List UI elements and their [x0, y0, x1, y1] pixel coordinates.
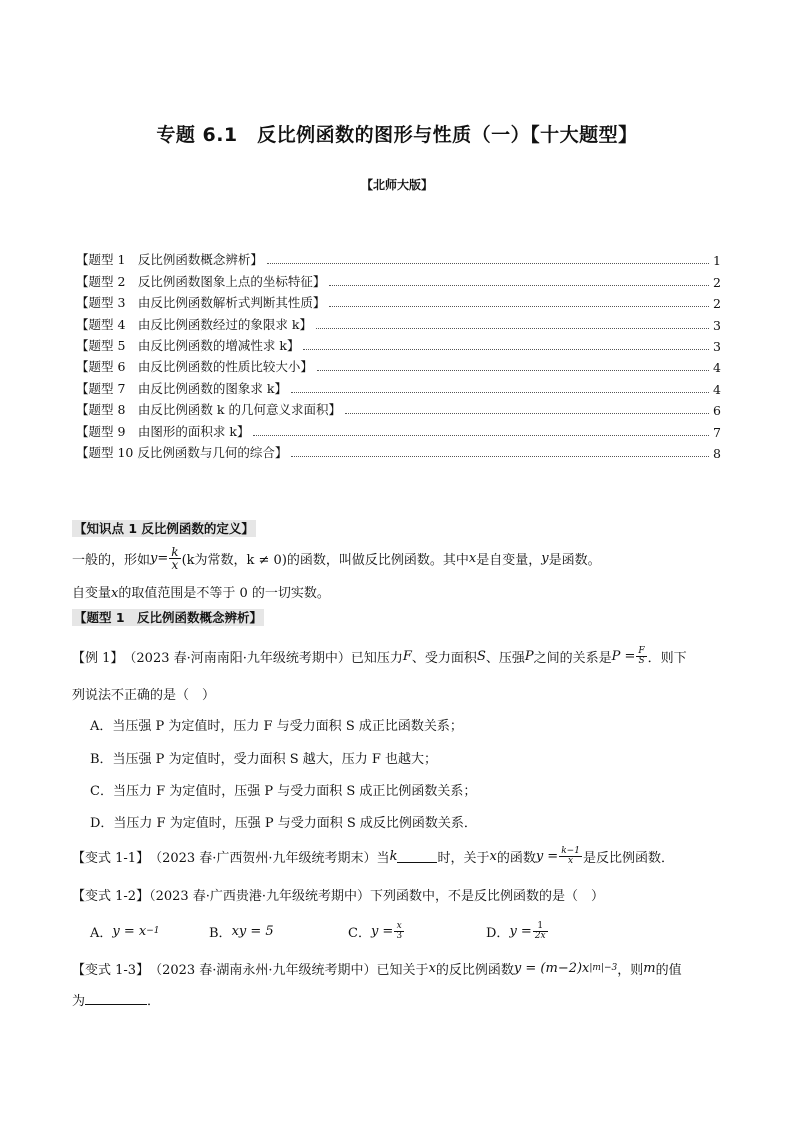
option-d-fraction: $\frac{1}{2x}$: [534, 920, 546, 941]
example1-option-a[interactable]: A．当压强 P 为定值时，压力 F 与受力面积 S 成正比函数关系；: [90, 719, 463, 734]
table-of-contents: [76, 247, 721, 461]
toc-entry[interactable]: 【题型 1 反比例函数概念辨析】 1: [76, 252, 721, 269]
variant12-line: 【变式 1-2】（2023 春·广西贵港·九年级统考期中）下列函数中，不是反比例函数的是（ ）: [72, 889, 605, 904]
variant12-option-c[interactable]: C． y = $\frac{x}{3}$: [348, 920, 403, 941]
toc-entry[interactable]: 【题型 2 反比例函数图象上点的坐标特征】 2: [76, 273, 721, 290]
toc-entry[interactable]: 【题型 3 由反比例函数解析式判断其性质】 2: [76, 295, 721, 312]
knowledge-heading: 【知识点 1 反比例函数的定义】: [74, 521, 254, 536]
variant12-option-b[interactable]: B． xy = 5: [209, 923, 274, 941]
edition-label: 【北师大版】: [360, 178, 433, 192]
example1-option-b[interactable]: B．当压强 P 为定值时，受力面积 S 越大，压力 F 也越大；: [90, 752, 438, 767]
domain-line: 自变量x的取值范围是不等于 0 的一切实数。: [72, 586, 330, 601]
variant13-line2: 为 ．: [72, 994, 161, 1009]
toc-entry[interactable]: 【题型 4 由反比例函数经过的象限求 k】 3: [76, 316, 721, 333]
toc-entry[interactable]: 【题型 9 由图形的面积求 k】 7: [76, 423, 721, 440]
answer-blank[interactable]: [85, 992, 147, 1005]
type1-heading: 【题型 1 反比例函数概念辨析】: [74, 610, 263, 625]
variant11-fraction: $\frac{k-1}{x}$: [561, 845, 580, 866]
variant12-option-a[interactable]: A． y = x −1: [90, 923, 160, 941]
pressure-fraction: $\frac{F}{S}$: [638, 645, 645, 666]
document-title: 专题 6.1 反比例函数的图形与性质（一）【十大题型】: [156, 124, 638, 146]
definition-fraction: $\frac{k}{x}$: [171, 544, 179, 572]
definition-line: 一般的，形如 y = $\frac{k}{x}$ (k为常数，k ≠ 0) 的函数，叫做反比例函数。其中 x 是自变量， y 是函数。: [72, 544, 601, 572]
example1-option-c[interactable]: C．当压力 F 为定值时，压强 P 与受力面积 S 成正比例函数关系；: [90, 784, 477, 799]
variant13-line1: 【变式 1-3】 （2023 春·湖南永州·九年级统考期中）已知关于 x 的反比例函数 y = (m−2)x |m|−3 ，则 m 的值: [72, 960, 682, 978]
variant11-line: 【变式 1-1】 （2023 春·广西贺州·九年级统考期末）当 k 时，关于 x 的函数 y = $\frac{k-1}{x}$ 是反比例函数．: [72, 845, 674, 866]
toc-entry[interactable]: 【题型 7 由反比例函数的图象求 k】 4: [76, 380, 721, 397]
example1-line2: 列说法不正确的是（ ）: [72, 688, 216, 703]
variant12-option-d[interactable]: D． y = $\frac{1}{2x}$: [486, 920, 546, 941]
toc-entry[interactable]: 【题型 10 反比例函数与几何的综合】 8: [76, 444, 721, 461]
toc-entry[interactable]: 【题型 5 由反比例函数的增减性求 k】 3: [76, 337, 721, 354]
toc-entry[interactable]: 【题型 8 由反比例函数 k 的几何意义求面积】 6: [76, 402, 721, 419]
toc-entry[interactable]: 【题型 6 由反比例函数的性质比较大小】 4: [76, 359, 721, 376]
example1-option-d[interactable]: D．当压力 F 为定值时，压强 P 与受力面积 S 成反比例函数关系．: [90, 816, 477, 831]
answer-blank[interactable]: [397, 850, 437, 863]
option-c-fraction: $\frac{x}{3}$: [396, 920, 403, 941]
example1-line1: 【例 1】 （2023 春·河南南阳·九年级统考期中）已知压力 F 、受力面积 S 、压强 P 之间的关系是 P = $\frac{F}{S}$ ．则下: [72, 645, 687, 666]
